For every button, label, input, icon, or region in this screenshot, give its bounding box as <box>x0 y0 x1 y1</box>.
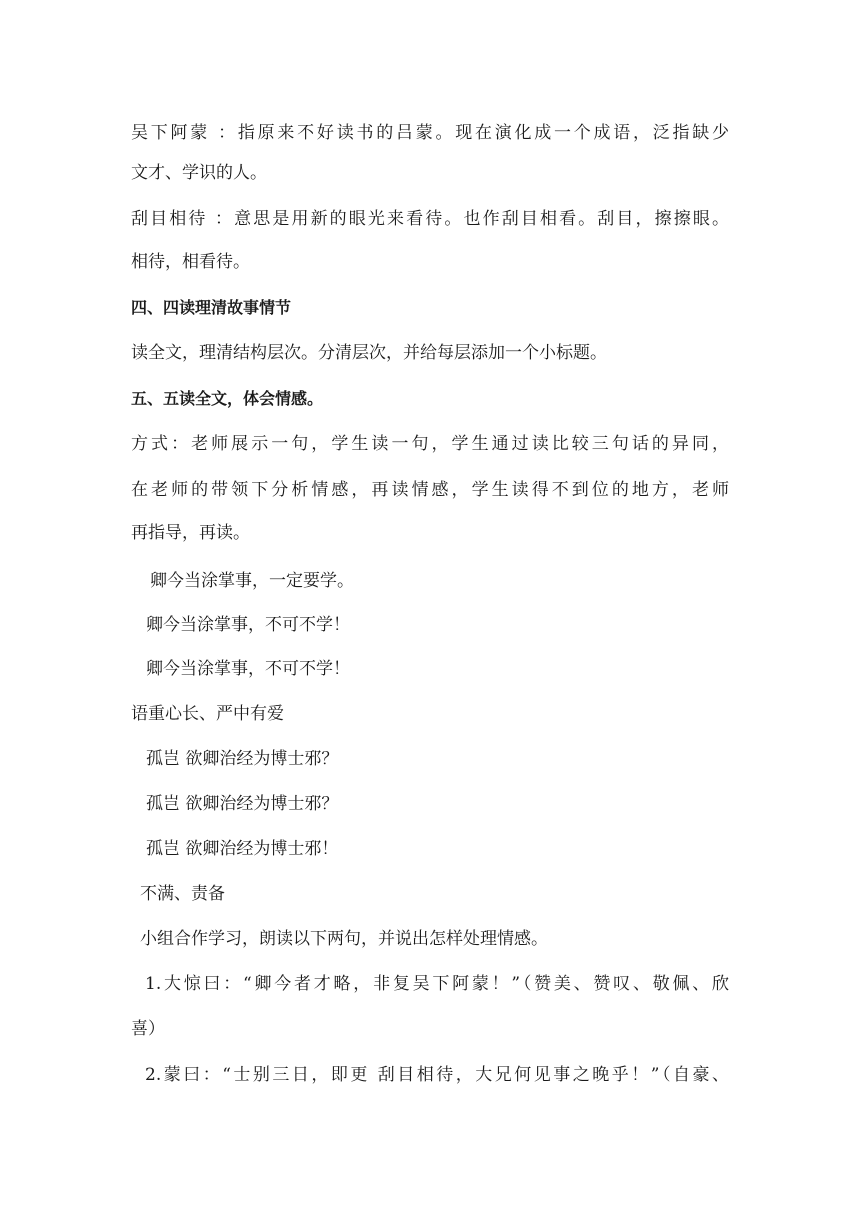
emotion-note-2: 不满、责备 <box>140 884 225 904</box>
text-line-1: 吴下阿蒙 ：指原来不好读书的吕蒙。现在演化成一个成语，泛指缺少 <box>131 123 729 143</box>
section-heading-4: 四、四读理清故事情节 <box>131 298 292 317</box>
group-task-line: 小组合作学习，朗读以下两句，并说出怎样处理情感。 <box>140 929 548 949</box>
item-1-line: 1.大惊曰：“卿今者才略，非复吴下阿蒙！”（赞美、赞叹、敬佩、欣 <box>145 974 729 994</box>
text-line-6: 读全文，理清结构层次。分清层次，并给每层添加一个小标题。 <box>131 343 607 363</box>
text-line-4: 相待，相看待。 <box>131 252 250 272</box>
text-line-9: 在老师的带领下分析情感，再读情感，学生读得不到位的地方，老师 <box>131 480 729 500</box>
quote-line-2: 卿今当涂掌事，不可不学！ <box>146 615 350 635</box>
text-line-8: 方式：老师展示一句，学生读一句，学生通过读比较三句话的异同， <box>131 434 729 454</box>
quote-line-6: 孤岂 欲卿治经为博士邪！ <box>146 839 339 859</box>
quote-line-5: 孤岂 欲卿治经为博士邪？ <box>146 794 339 814</box>
quote-line-3: 卿今当涂掌事，不可不学！ <box>146 659 350 679</box>
item-1-line-cont: 喜） <box>131 1019 165 1039</box>
text-line-10: 再指导，再读。 <box>131 523 250 543</box>
quote-line-4: 孤岂 欲卿治经为博士邪？ <box>146 749 339 769</box>
text-line-3: 刮目相待 ：意思是用新的眼光来看待。也作刮目相看。刮目，擦擦眼。 <box>131 209 729 229</box>
section-heading-5: 五、五读全文，体会情感。 <box>131 389 324 408</box>
quote-line-1: 卿今当涂掌事，一定要学。 <box>150 571 354 591</box>
item-2-line: 2.蒙曰：“士别三日，即更 刮目相待，大兄何见事之晚乎！”（自豪、 <box>145 1065 729 1085</box>
emotion-note-1: 语重心长、严中有爱 <box>131 704 284 724</box>
text-line-2: 文才、学识的人。 <box>131 163 267 183</box>
